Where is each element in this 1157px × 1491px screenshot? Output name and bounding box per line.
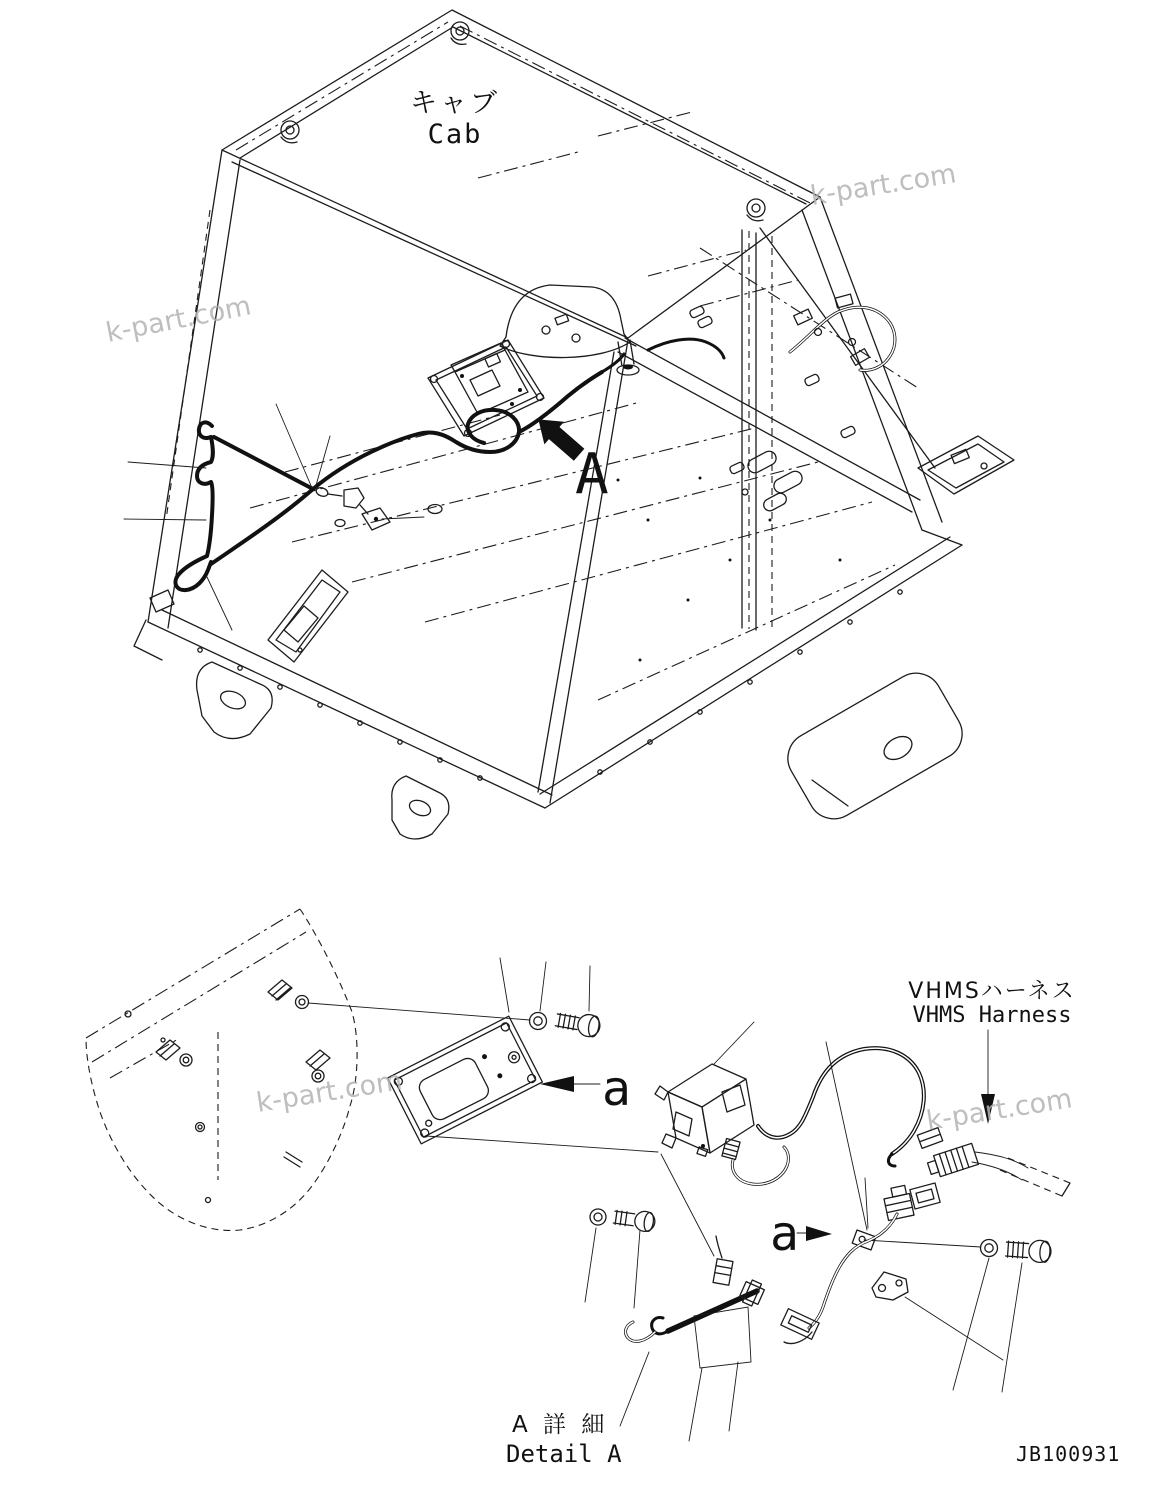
cab-front-right-post	[538, 338, 920, 803]
view-a-marker: A	[575, 442, 609, 507]
rear-deck-vents	[742, 449, 805, 513]
watermark-bottom-left: k-part.com	[254, 1065, 405, 1119]
vhms-harness-label-en: VHMS Harness	[912, 1003, 1072, 1028]
mounting-plate	[388, 1016, 543, 1144]
marker-a-plate-arrow	[540, 1076, 600, 1092]
marker-a-plate: a	[602, 1061, 631, 1117]
harness-end-connectors	[910, 1128, 1070, 1209]
clamp-bar-cluster	[620, 1154, 766, 1441]
marker-a-clamp-arrow	[797, 1226, 832, 1241]
harness-wire-loop	[714, 1022, 924, 1230]
cab-skids	[197, 662, 972, 839]
clamp-washer-bolt-left	[585, 1207, 656, 1308]
watermark-left: k-part.com	[103, 290, 254, 349]
cab-roof	[222, 10, 820, 346]
leader-clip-to-washer	[308, 1003, 530, 1020]
watermark-bottom-right: k-part.com	[924, 1083, 1075, 1137]
clamp-wire-assembly	[781, 1178, 914, 1344]
detail-caption-jp: A 詳 細	[512, 1412, 609, 1438]
drawing-number: JB100931	[1016, 1442, 1121, 1466]
roof-eyelet-hooks	[281, 22, 765, 221]
vhms-harness-label-jp: VHMSハーネス	[908, 979, 1076, 1004]
small-bracket	[872, 1272, 1003, 1360]
right-wall-latch-parts	[689, 305, 856, 474]
plate-washer-bolt	[500, 958, 602, 1038]
watermark-top-right: k-part.com	[808, 158, 959, 212]
detail-caption-en: Detail A	[506, 1440, 622, 1468]
box-connector-cable	[722, 1138, 789, 1184]
main-leader-lines	[124, 404, 424, 630]
cab-label-en: Cab	[427, 119, 483, 150]
right-wiring-cluster	[790, 294, 895, 370]
cab-left-pillar	[134, 150, 240, 660]
clamp-washer-bolt-right	[864, 1238, 1052, 1392]
cab-base-edges	[148, 537, 962, 808]
cab-harness	[175, 339, 724, 590]
leader-plate-to-box	[426, 1136, 658, 1152]
cab-right-frame	[700, 197, 962, 630]
cab-label-jp: キャブ	[410, 88, 500, 119]
floor-hatch	[268, 570, 348, 662]
marker-a-clamp: a	[770, 1206, 799, 1262]
cab-fragment-weld-clips	[156, 980, 330, 1082]
